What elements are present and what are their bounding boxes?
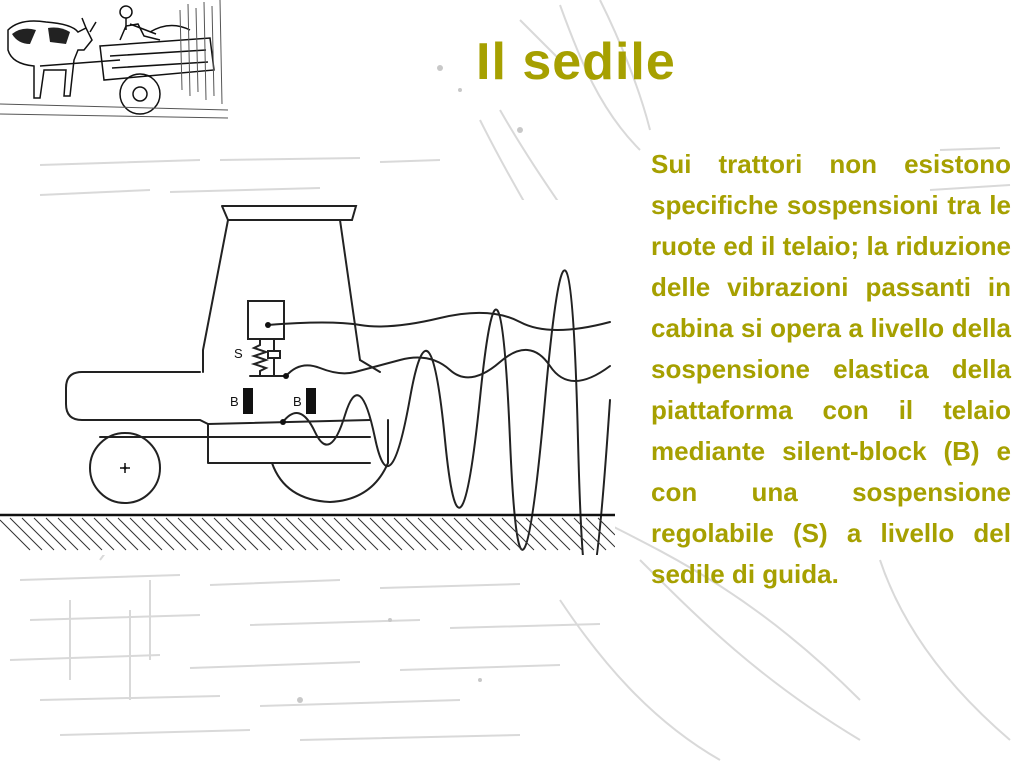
silent-block-left xyxy=(243,388,253,414)
silent-block-right xyxy=(306,388,316,414)
label-s: S xyxy=(234,346,243,361)
label-b-left: B xyxy=(230,394,239,409)
slide-title: Il sedile xyxy=(476,33,676,91)
label-b-right: B xyxy=(293,394,302,409)
slide-body-text: Sui trattori non esistono specifiche sospensioni tra le ruote ed il telaio; la riduzione delle vibrazioni passanti in cabina si opera a livello della sospensione elastica della piattaforma con il telaio mediante silent-block (B) e con una sospensione regolabile (S) a livello del sedile di guida. xyxy=(651,149,1011,589)
tractor-suspension-diagram xyxy=(0,200,615,555)
farmer-cart-illustration xyxy=(0,0,228,122)
